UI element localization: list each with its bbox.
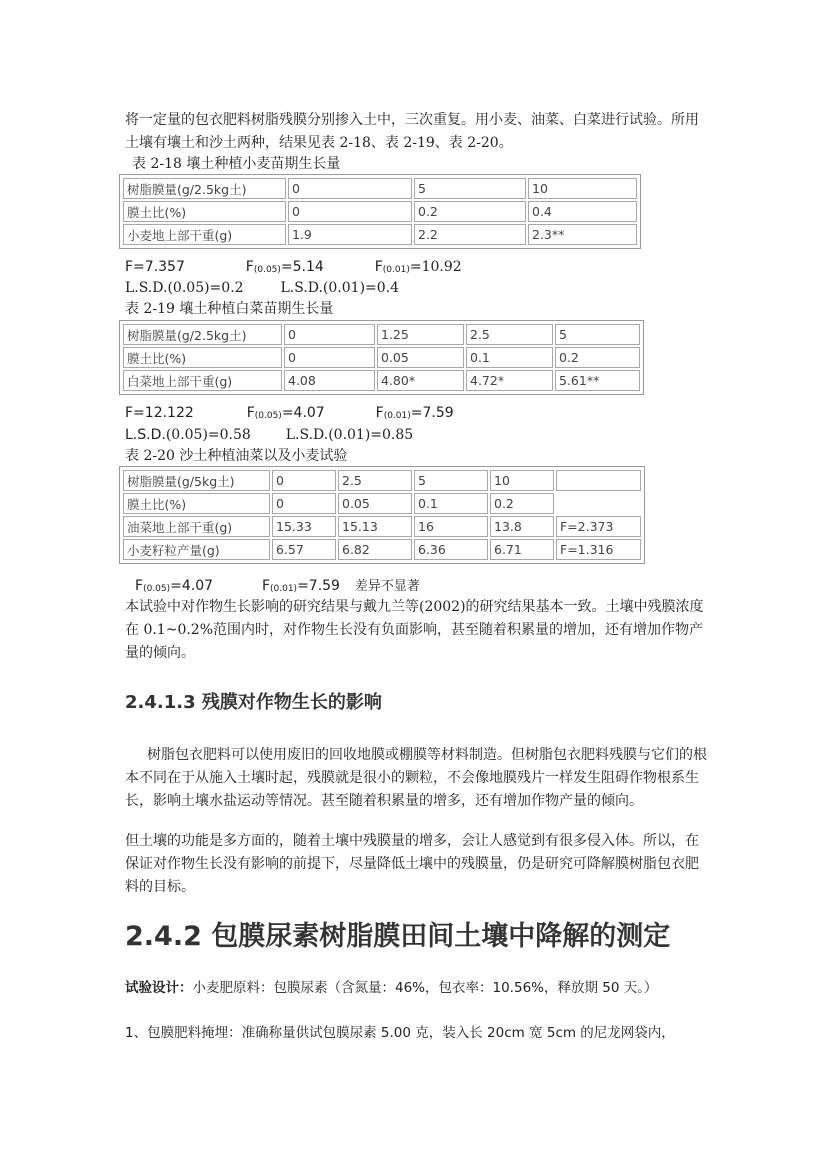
table-cell: 0.1 — [466, 347, 553, 368]
f001-value: =10.92 — [409, 259, 462, 275]
f005-label: F — [246, 405, 255, 421]
table-cell: 0.2 — [414, 201, 526, 222]
f001-label: F — [261, 578, 270, 594]
section-2-4-2-heading: 2.4.2 包膜尿素树脂膜田间土壤中降解的测定 — [125, 921, 671, 952]
f005-label: F — [135, 578, 144, 594]
table-cell: 树脂膜量(g/2.5kg土) — [123, 324, 282, 345]
table-cell: 5 — [414, 178, 526, 199]
table-2-19-caption: 表 2-19 壤土种植白菜苗期生长量 — [125, 301, 334, 317]
table-cell — [556, 470, 641, 491]
table-cell: 6.82 — [338, 539, 412, 560]
table-cell: 油菜地上部干重(g) — [123, 516, 270, 537]
table-row — [123, 347, 640, 368]
table-2-18-lsd-stats — [125, 277, 399, 299]
table-cell: 小麦地上部干重(g) — [123, 224, 286, 245]
table-cell: 0 — [288, 178, 412, 199]
table-cell: 13.8 — [490, 516, 554, 537]
f-value: F=7.357 — [125, 259, 185, 275]
table-2-20 — [119, 466, 645, 564]
f001-label: F — [375, 405, 384, 421]
table-cell: F=2.373 — [556, 516, 641, 537]
f001-subscript: (0.01) — [382, 265, 410, 275]
table-cell: 1.25 — [377, 324, 464, 345]
table-cell: 0.1 — [414, 493, 488, 514]
table-cell: 0 — [288, 201, 412, 222]
table-row — [123, 324, 640, 345]
table-cell: 10 — [490, 470, 554, 491]
f001-value: =7.59 — [410, 405, 454, 421]
experiment-design-paragraph — [125, 977, 665, 1000]
table-cell: 0 — [272, 470, 336, 491]
table-cell: 2.3** — [528, 224, 637, 245]
table-cell: 0 — [284, 324, 375, 345]
lsd-001: L.S.D.(0.01)=0.4 — [280, 280, 400, 296]
section-2-4-1-3-paragraph-1: 树脂包衣肥料可以使用废旧的回收地膜或棚膜等材料制造。但树脂包衣肥料残膜与它们的根本不同在于从施入土壤时起，残膜就是很小的颗粒，不会像地膜残片一样发生阻碍作物根系生长，影响土壤水盐运动等情况。甚至随着积累量的增多，还有增加作物产量的倾向。 — [125, 747, 707, 809]
lsd-005-prefix: L.S.D. — [125, 427, 166, 443]
design-text: 小麦肥原料：包膜尿素（含氮量：46%，包衣率：10.56%，释放期 50 天。） — [192, 980, 658, 996]
f005-subscript: (0.05) — [143, 584, 171, 594]
f005-value: =5.14 — [280, 259, 324, 275]
lsd-001: L.S.D.(0.01)=0.85 — [285, 427, 414, 443]
table-cell: 2.5 — [466, 324, 553, 345]
table-row — [123, 370, 640, 391]
table-cell: 白菜地上部干重(g) — [123, 370, 282, 391]
table-row — [123, 470, 641, 491]
f005-label: F — [245, 259, 254, 275]
table-cell: 5.61** — [555, 370, 640, 391]
table-cell: 0.05 — [377, 347, 464, 368]
table-cell: 膜土比(%) — [123, 347, 282, 368]
table-2-19-lsd-stats — [125, 424, 413, 446]
table-cell: 1.9 — [288, 224, 412, 245]
table-cell: 0.4 — [528, 201, 637, 222]
table-2-20-caption: 表 2-20 沙土种植油菜以及小麦试验 — [125, 448, 348, 464]
table-cell — [556, 493, 641, 514]
table-cell: 15.13 — [338, 516, 412, 537]
table-row — [123, 516, 641, 537]
table-cell: 0.2 — [555, 347, 640, 368]
table-cell: 16 — [414, 516, 488, 537]
f001-label: F — [374, 259, 383, 275]
table-2-18 — [119, 174, 641, 249]
f005-value: =4.07 — [281, 405, 325, 421]
table-cell: 6.57 — [272, 539, 336, 560]
section-2-4-1-3-heading: 2.4.1.3 残膜对作物生长的影响 — [125, 692, 382, 713]
table-cell: 树脂膜量(g/2.5kg土) — [123, 178, 286, 199]
table-2-19 — [119, 320, 644, 395]
table-cell: 0.2 — [490, 493, 554, 514]
table-cell: 4.80* — [377, 370, 464, 391]
conclusion-paragraph: 本试验中对作物生长影响的研究结果与戴九兰等(2002)的研究结果基本一致。土壤中残膜浓度在 0.1~0.2%范围内时，对作物生长没有负面影响，甚至随着积累量的增加，还有增加作物产量的倾向。 — [125, 599, 704, 661]
not-significant-note: 差异不显著 — [354, 579, 420, 594]
intro-paragraph: 将一定量的包衣肥料树脂残膜分别掺入土中，三次重复。用小麦、油菜、白菜进行试验。所用土壤有壤土和沙土两种，结果见表 2-18、表 2-19、表 2-20。 — [125, 112, 699, 151]
f001-value: =7.59 — [297, 578, 340, 594]
table-cell: 0 — [284, 347, 375, 368]
lsd-005-value: (0.05)=0.58 — [165, 427, 251, 443]
table-row — [123, 493, 641, 514]
f-value: F=12.122 — [125, 405, 194, 421]
table-cell: 6.36 — [414, 539, 488, 560]
design-label: 试验设计： — [125, 980, 193, 996]
table-cell: 小麦籽粒产量(g) — [123, 539, 270, 560]
table-cell: 0 — [272, 493, 336, 514]
table-cell: 6.71 — [490, 539, 554, 560]
table-2-18-caption: 表 2-18 壤土种植小麦苗期生长量 — [132, 156, 341, 172]
table-cell: 2.2 — [414, 224, 526, 245]
table-cell: 4.72* — [466, 370, 553, 391]
f005-subscript: (0.05) — [254, 411, 282, 421]
table-row — [123, 539, 641, 560]
f001-subscript: (0.01) — [383, 411, 411, 421]
table-cell: 5 — [555, 324, 640, 345]
f005-subscript: (0.05) — [253, 265, 281, 275]
step-1-paragraph: 1、包膜肥料掩埋：准确称量供试包膜尿素 5.00 克，装入长 20cm 宽 5cm 的尼龙网袋内， — [125, 1025, 675, 1041]
table-cell: 2.5 — [338, 470, 412, 491]
table-cell: 树脂膜量(g/5kg土) — [123, 470, 270, 491]
table-cell: 4.08 — [284, 370, 375, 391]
section-2-4-1-3-paragraph-2: 但土壤的功能是多方面的，随着土壤中残膜量的增多，会让人感觉到有很多侵入体。所以，在保证对作物生长没有影响的前提下，尽量降低土壤中的残膜量，仍是研究可降解膜树脂包衣肥料的目标。 — [125, 833, 699, 895]
f001-subscript: (0.01) — [270, 584, 298, 594]
table-row — [123, 224, 637, 245]
table-cell: 5 — [414, 470, 488, 491]
table-cell: 10 — [528, 178, 637, 199]
table-cell: 膜土比(%) — [123, 201, 286, 222]
lsd-005: L.S.D.(0.05)=0.2 — [125, 280, 244, 296]
f005-value: =4.07 — [170, 578, 214, 594]
table-row — [123, 178, 637, 199]
table-cell: F=1.316 — [556, 539, 641, 560]
table-cell: 15.33 — [272, 516, 336, 537]
table-cell: 膜土比(%) — [123, 493, 270, 514]
table-cell: 0.05 — [338, 493, 412, 514]
table-row — [123, 201, 637, 222]
